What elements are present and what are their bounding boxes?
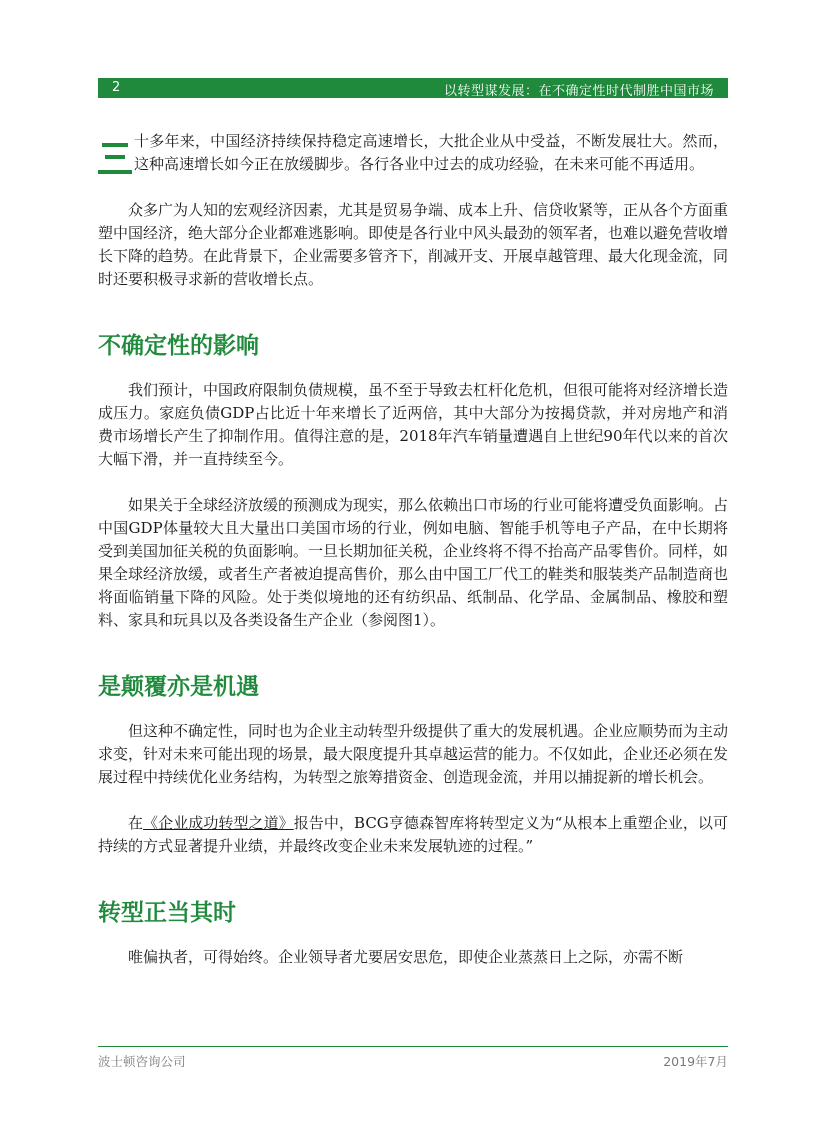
footer-company: 波士顿咨询公司 [98, 1054, 186, 1069]
section2-p2-suffix: 报告中，BCG亨德森智库将转型定义为“从根本上重塑企业，以可持续的方式显著提升业绩，并最终改变企业未来发展轨迹的过程。” [98, 814, 728, 855]
section1-paragraph-1: 我们预计，中国政府限制负债规模，虽不至于导致去杠杆化危机，但很可能将对经济增长造成压力。家庭负债GDP占比近十年来增长了近两倍，其中大部分为按揭贷款，并对房地产和消费市场增长产生了抑制作用。值得注意的是，2018年汽车销量遭遇自上世纪90年代以来的首次大幅下滑，并一直持续至今。 [98, 381, 729, 468]
main-content [98, 130, 728, 969]
footer-divider [98, 1046, 728, 1047]
section1-paragraph-2: 如果关于全球经济放缓的预测成为现实，那么依赖出口市场的行业可能将遭受负面影响。占中国GDP体量较大且大量出口美国市场的行业，例如电脑、智能手机等电子产品，在中长期将受到美国加征关税的负面影响。一旦长期加征关税，企业终将不得不抬高产品零售价。同样，如果全球经济放缓，或者生产者被迫提高售价，那么由中国工厂代工的鞋类和服装类产品制造商也将面临销量下降的风险。处于类似境地的还有纺织品、纸制品、化学品、金属制品、橡胶和塑料、家具和玩具以及各类设备生产企业（参阅图1）。 [98, 496, 729, 629]
section2-paragraph-2 [98, 812, 728, 858]
section-heading-transformation: 转型正当其时 [98, 899, 236, 926]
section3-paragraph-1: 唯偏执者，可得始终。企业领导者尤要居安思危，即使企业蒸蒸日上之际，亦需不断 [128, 948, 684, 966]
report-title: 以转型谋发展：在不确定性时代制胜中国市场 [443, 84, 714, 99]
footer-date: 2019年7月 [663, 1054, 728, 1069]
section-heading-uncertainty: 不确定性的影响 [98, 332, 259, 359]
page-number: 2 [112, 80, 121, 95]
dropcap-san [98, 133, 132, 179]
intro-text-1: 十多年来，中国经济持续保持稳定高速增长，大批企业从中受益，不断发展壮大。然而，这种高速增长如今正在放缓脚步。各行各业中过去的成功经验，在未来可能不再适用。 [134, 132, 728, 173]
header-bar [98, 78, 728, 98]
section2-p2-prefix: 在 [128, 814, 144, 832]
intro-paragraph-2: 众多广为人知的宏观经济因素，尤其是贸易争端、成本上升、信贷收紧等，正从各个方面重塑中国经济，绝大部分企业都难逃影响。即使是各行业中风头最劲的领军者，也难以避免营收增长下降的趋势。在此背景下，企业需要多管齐下，削减开支、开展卓越管理、最大化现金流，同时还要积极寻求新的营收增长点。 [98, 201, 729, 288]
section-heading-disruption: 是颠覆亦是机遇 [98, 673, 259, 700]
intro-paragraph-1 [98, 130, 728, 176]
report-link[interactable]: 《企业成功转型之道》 [143, 814, 294, 832]
section2-paragraph-1: 但这种不确定性，同时也为企业主动转型升级提供了重大的发展机遇。企业应顺势而为主动求变，针对未来可能出现的场景，最大限度提升其卓越运营的能力。不仅如此，企业还必须在发展过程中持续优化业务结构，为转型之旅筹措资金、创造现金流，并用以捕捉新的增长机会。 [98, 722, 729, 786]
